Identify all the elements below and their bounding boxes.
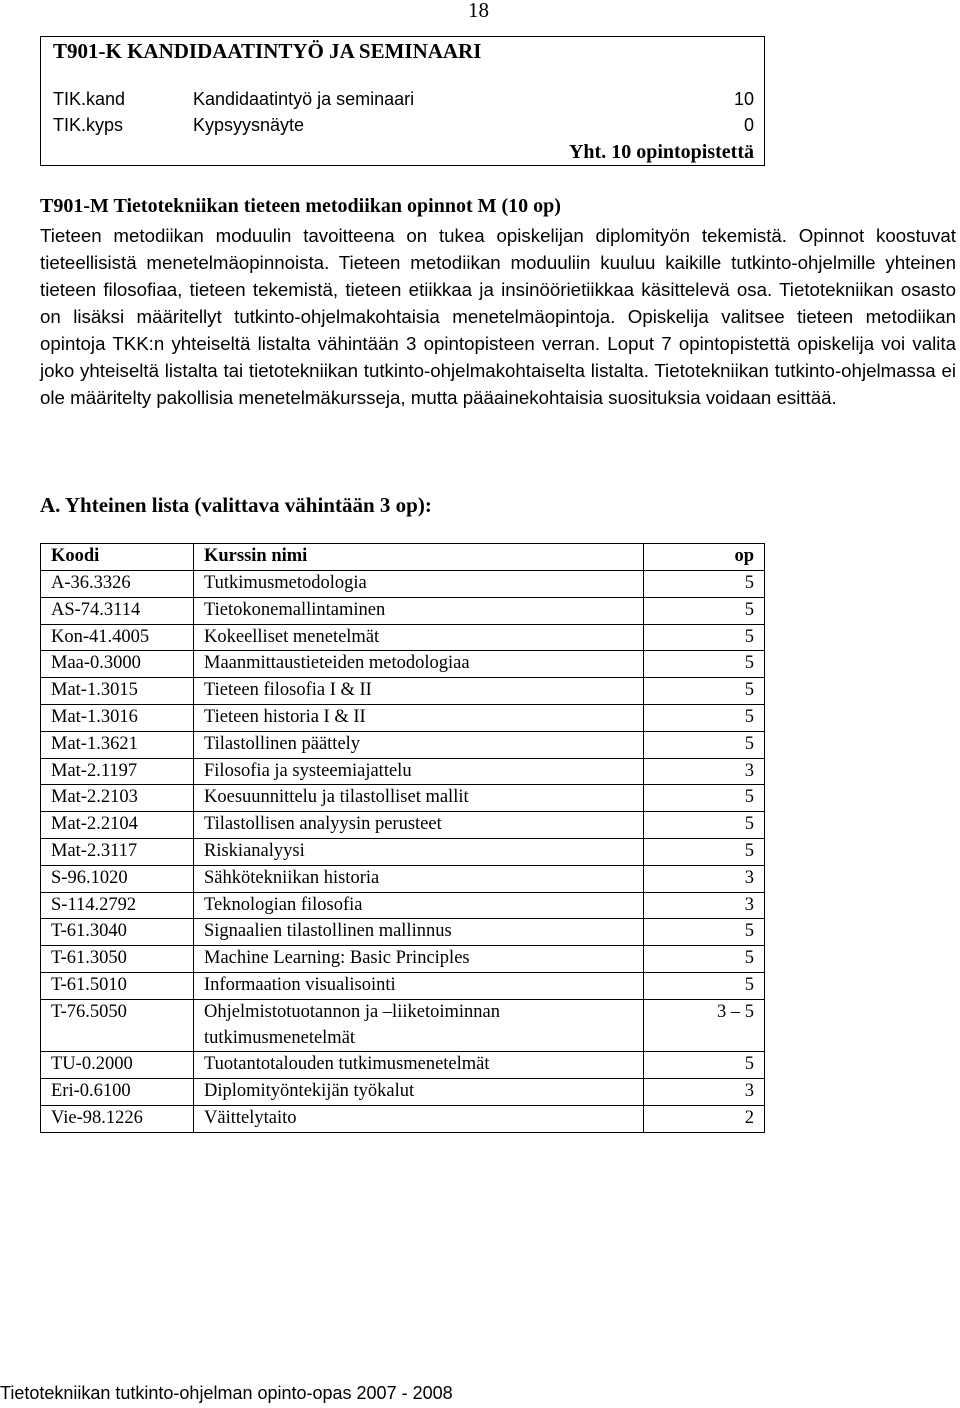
course-name: Koesuunnittelu ja tilastolliset mallit: [194, 785, 644, 812]
page-footer: Tietotekniikan tutkinto-ohjelman opinto-opas 2007 - 2008: [0, 1383, 453, 1403]
course-credits: 3: [644, 865, 765, 892]
total-number: 10: [611, 141, 632, 163]
course-name: Teknologian filosofia: [194, 892, 644, 919]
course-code: S-96.1020: [41, 865, 194, 892]
section-paragraph: Tieteen metodiikan moduulin tavoitteena on tukea opiskelijan diplomityön tekemistä. Opinnot koostuvat tieteellisistä menetelmäopinnoista. Tieteen metodiikan moduuliin kuuluu kaikille tutkinto-ohjelmille yhteinen tieteen filosofiaa, tieteen tekemistä, tieteen etiikkaa ja insinöörietiikkaa käsittelevä osa. Tietotekniikan osasto on lisäksi määritellyt tutkinto-ohjelmakohtaisia menetelmäopintoja. Opiskelija valitsee tieteen metodiikan opintoja TKK:n yhteiseltä listalta vähintään 3 opintopisteen verran. Loput 7 opintopistettä opiskelija voi valita joko yhteiseltä listalta tai tietotekniikan tutkinto-ohjelmakohtaiselta listalta. Tietotekniikan tutkinto-ohjelmassa ei ole määritelty pakollisia menetelmäkursseja, mutta pääainekohtaisia suosituksia voidaan esittää.: [40, 225, 956, 408]
course-code: T-76.5050: [41, 999, 194, 1052]
table-row: [41, 838, 765, 865]
course-code: T-61.3050: [41, 946, 194, 973]
course-name: Signaalien tilastollinen mallinnus: [194, 919, 644, 946]
box-title: T901-K KANDIDAATINTYÖ JA SEMINAARI: [53, 39, 482, 63]
table-row: [41, 919, 765, 946]
course-name: Sähkötekniikan historia: [194, 865, 644, 892]
course-credits: 5: [644, 624, 765, 651]
table-row: [41, 892, 765, 919]
section-heading: T901-M Tietotekniikan tieteen metodiikan opinnot M (10 op): [40, 195, 561, 217]
course-code: Mat-1.3016: [41, 704, 194, 731]
course-name: Tietokonemallintaminen: [194, 597, 644, 624]
course-name: Tilastollinen päättely: [194, 731, 644, 758]
course-name: Machine Learning: Basic Principles: [194, 946, 644, 973]
table-row: [41, 946, 765, 973]
thesis-box: [40, 36, 765, 166]
course-name: Kypsyysnäyte: [193, 115, 305, 135]
list-heading: A. Yhteinen lista (valittava vähintään 3 op):: [40, 493, 432, 517]
table-row: [41, 785, 765, 812]
course-credits: 2: [644, 1105, 765, 1132]
table-row: [41, 865, 765, 892]
table-row: [41, 651, 765, 678]
course-code: T-61.5010: [41, 972, 194, 999]
course-name: Diplomityöntekijän työkalut: [194, 1079, 644, 1106]
header-name: Kurssin nimi: [194, 544, 644, 571]
course-code: Mat-2.2103: [41, 785, 194, 812]
course-credits: 3 – 5: [644, 999, 765, 1052]
box-row: [53, 89, 754, 113]
course-name: Kandidaatintyö ja seminaari: [193, 89, 415, 109]
course-code: Mat-2.1197: [41, 758, 194, 785]
course-credits: 3: [644, 758, 765, 785]
course-code: Maa-0.3000: [41, 651, 194, 678]
course-code: TIK.kyps: [53, 115, 124, 135]
course-credits: 10: [733, 89, 754, 109]
course-code: Mat-2.3117: [41, 838, 194, 865]
course-credits: 5: [644, 651, 765, 678]
total-prefix: Yht.: [568, 141, 612, 163]
table-row: [41, 812, 765, 839]
table-row: [41, 1052, 765, 1079]
box-row: [53, 115, 754, 139]
course-code: AS-74.3114: [41, 597, 194, 624]
course-code: Mat-1.3015: [41, 678, 194, 705]
course-credits: 5: [644, 678, 765, 705]
course-credits: 5: [644, 785, 765, 812]
table-row: [41, 758, 765, 785]
course-name: Tieteen filosofia I & II: [194, 678, 644, 705]
course-code: Eri-0.6100: [41, 1079, 194, 1106]
course-credits: 5: [644, 946, 765, 973]
course-name: Riskianalyysi: [194, 838, 644, 865]
course-name: Ohjelmistotuotannon ja –liiketoiminnan tutkimusmenetelmät: [194, 999, 644, 1052]
course-credits: 5: [644, 919, 765, 946]
header-code: Koodi: [41, 544, 194, 571]
course-name: Maanmittaustieteiden metodologiaa: [194, 651, 644, 678]
course-name: Kokeelliset menetelmät: [194, 624, 644, 651]
course-credits: 5: [644, 1052, 765, 1079]
table-row: [41, 624, 765, 651]
table-row: [41, 678, 765, 705]
course-code: Mat-2.2104: [41, 812, 194, 839]
course-name: Tilastollisen analyysin perusteet: [194, 812, 644, 839]
course-code: A-36.3326: [41, 571, 194, 598]
total-suffix: opintopistettä: [631, 141, 754, 163]
course-code: S-114.2792: [41, 892, 194, 919]
box-total: [569, 141, 754, 164]
course-code: Vie-98.1226: [41, 1105, 194, 1132]
course-credits: 3: [644, 1079, 765, 1106]
course-credits: 5: [644, 972, 765, 999]
table-row: [41, 704, 765, 731]
course-code: Kon-41.4005: [41, 624, 194, 651]
course-name: Väittelytaito: [194, 1105, 644, 1132]
table-row: [41, 597, 765, 624]
table-row: [41, 1105, 765, 1132]
course-code: TIK.kand: [53, 89, 126, 109]
table-row: [41, 571, 765, 598]
course-code: Mat-1.3621: [41, 731, 194, 758]
course-credits: 3: [644, 892, 765, 919]
course-table: [40, 543, 765, 1133]
course-name: Filosofia ja systeemiajattelu: [194, 758, 644, 785]
table-header-row: [41, 544, 765, 571]
course-credits: 5: [644, 597, 765, 624]
header-op: op: [644, 544, 765, 571]
course-code: TU-0.2000: [41, 1052, 194, 1079]
course-credits: 5: [644, 731, 765, 758]
table-row: [41, 972, 765, 999]
table-row: [41, 999, 765, 1052]
course-credits: 5: [644, 571, 765, 598]
course-credits: 5: [644, 812, 765, 839]
table-row: [41, 1079, 765, 1106]
course-code: T-61.3040: [41, 919, 194, 946]
course-name: Tieteen historia I & II: [194, 704, 644, 731]
course-credits: 5: [644, 838, 765, 865]
page-number: 18: [468, 0, 489, 22]
course-name: Informaation visualisointi: [194, 972, 644, 999]
table-row: [41, 731, 765, 758]
course-name: Tuotantotalouden tutkimusmenetelmät: [194, 1052, 644, 1079]
course-name: Tutkimusmetodologia: [194, 571, 644, 598]
course-credits: 0: [743, 115, 754, 135]
course-credits: 5: [644, 704, 765, 731]
